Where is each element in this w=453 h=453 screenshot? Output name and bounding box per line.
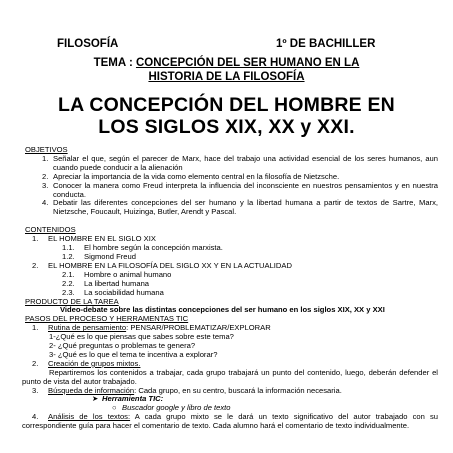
pasos-heading: PASOS DEL PROCESO Y HERRAMENTAS TIC — [25, 314, 189, 324]
paso-question: 1-¿Qué es lo que piensas que sabes sobre este tema? — [49, 332, 234, 342]
document-title — [0, 94, 453, 138]
paso-rest: A cada grupo mixto se le dará un texto significativo del autor trabajado con su correspondiente guía para hacer el comentario de texto. Cada alumno hará el comentario de texto individualmente. — [22, 412, 438, 431]
producto-text: Video-debate sobre las distintas concepciones del ser humano en los siglos XIX, XX y XXI — [60, 305, 385, 315]
objetivo-number: 1. — [42, 153, 49, 163]
objetivo-number: 4. — [42, 198, 49, 208]
paso-rest: : PENSAR/PROBLEMATIZAR/EXPLORAR — [126, 323, 271, 333]
paso-question: 2- ¿Qué preguntas o problemas te genera? — [49, 341, 196, 351]
objetivos-heading: OBJETIVOS — [25, 145, 68, 154]
paso-number: 1. — [32, 323, 39, 333]
objetivo-number: 2. — [42, 171, 49, 181]
contenidos-heading: CONTENIDOS — [25, 225, 76, 235]
objetivo-item — [42, 199, 438, 217]
paso-number: 2. — [32, 358, 39, 368]
topic-prefix: TEMA : — [93, 57, 136, 69]
objetivo-item — [42, 155, 438, 173]
tic-label: Herramienta TIC: — [102, 394, 164, 404]
paso-label: Rutina de pensamiento — [48, 323, 127, 333]
contenido-subtext: La libertad humana — [84, 278, 150, 288]
objetivo-item — [42, 182, 438, 200]
topic-heading — [0, 56, 453, 84]
title-line-2: LOS SIGLOS XIX, XX y XXI. — [98, 116, 355, 138]
document-body — [22, 146, 442, 431]
contenido-subtext: Sigmond Freud — [84, 251, 136, 261]
topic-line-2: HISTORIA DE LA FILOSOFÍA — [148, 71, 305, 83]
paso-label: Análisis de los textos: — [48, 412, 131, 422]
arrow-bullet-icon: ➤ — [92, 394, 99, 404]
contenido-text: EL HOMBRE EN EL SIGLO XIX — [48, 234, 156, 244]
contenido-subnumber: 1.2. — [62, 251, 75, 261]
paso-number: 4. — [32, 412, 39, 422]
objetivo-number: 3. — [42, 180, 49, 190]
subject-label: FILOSOFÍA — [57, 38, 119, 50]
contenido-subnumber: 2.1. — [62, 269, 75, 279]
paso-label: Búsqueda de información — [48, 385, 135, 395]
contenido-subitem — [62, 289, 442, 298]
title-line-1: LA CONCEPCIÓN DEL HOMBRE EN — [58, 94, 395, 116]
tic-subtext: Buscador google y libro de texto — [122, 403, 231, 413]
contenido-subtext: La sociabilidad humana — [84, 287, 164, 297]
topic-line-1: CONCEPCIÓN DEL SER HUMANO EN LA — [135, 57, 360, 69]
contenido-subnumber: 1.1. — [62, 243, 75, 253]
paso-question: 3- ¿Qué es lo que el tema te incentiva a explorar? — [49, 349, 218, 359]
producto-heading: PRODUCTO DE LA TAREA — [25, 296, 119, 306]
objetivo-text: Apreciar la importancia de la vida como elemento central en la filosofía de Nietzsche. — [53, 171, 340, 181]
contenido-number: 2. — [32, 260, 39, 270]
paso-paragraph: Repartiremos los contenidos a trabajar, cada grupo trabajará un punto del contenido, luego, deberán defender el punto de vista del autor trabajado. — [22, 367, 438, 386]
paso-number: 3. — [32, 385, 39, 395]
objetivo-text: Debatir las diferentes concepciones del ser humano y la libertad humana a partir de textos de Sartre, Marx, Nietzsche, Foucault, Huizinga, Butler, Arendt y Pascal. — [53, 198, 438, 217]
contenido-subtext: El hombre según la concepción marxista. — [84, 243, 223, 253]
objetivo-text: Señalar el que, según el parecer de Marx, hace del trabajo una actividad esencial de los seres humanos, aun cuando puede conducir a la alienación — [53, 153, 438, 172]
course-label: 1º DE BACHILLER — [276, 38, 376, 50]
contenido-subtext: Hombre o animal humano — [84, 269, 172, 279]
objetivos-list — [42, 155, 438, 217]
contenido-text: EL HOMBRE EN LA FILOSOFÍA DEL SIGLO XX Y EN LA ACTUALIDAD — [48, 260, 292, 270]
paso-rest: : Cada grupo, en su centro, buscará la información necesaria. — [134, 385, 342, 395]
contenido-subnumber: 2.2. — [62, 278, 75, 288]
contenido-subnumber: 2.3. — [62, 287, 75, 297]
objetivo-text: Conocer la manera como Freud interpreta la influencia del inconsciente en nuestros pensamientos y en nuestra conducta. — [53, 180, 438, 199]
paso-label: Creación de grupos mixtos. — [48, 358, 141, 368]
paso-item — [22, 413, 438, 431]
contenido-number: 1. — [32, 234, 39, 244]
circle-bullet-icon: ○ — [112, 403, 117, 413]
